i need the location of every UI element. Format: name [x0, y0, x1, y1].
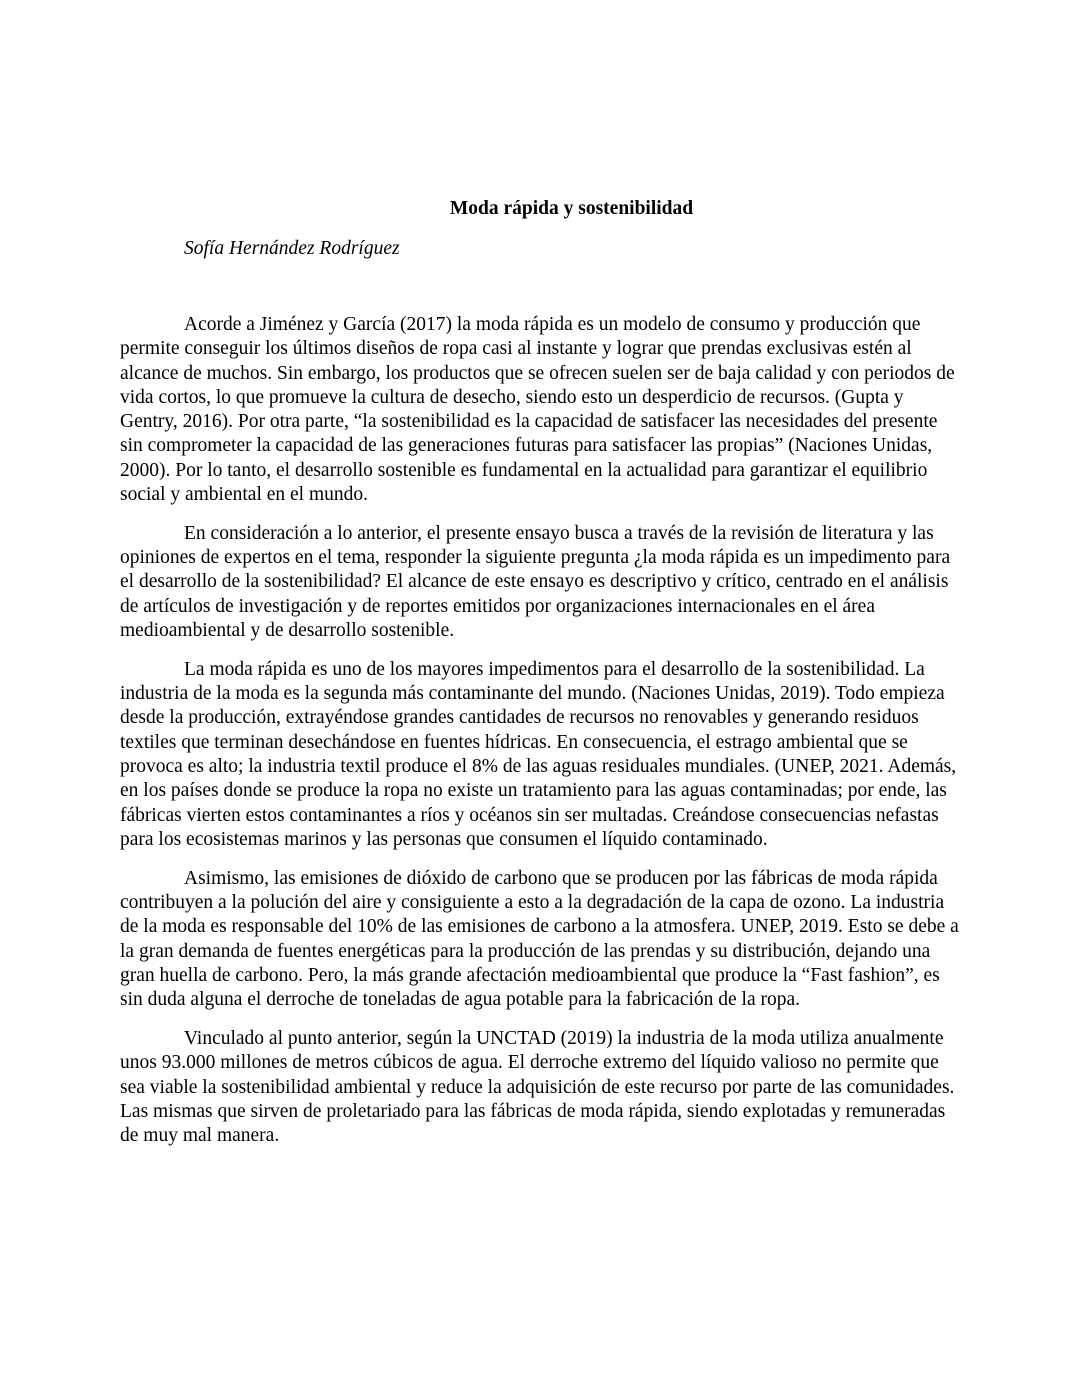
paragraph-2: En consideración a lo anterior, el presente ensayo busca a través de la revisión de literatura y las opiniones de expertos en el tema, responder la siguiente pregunta ¿la moda rápida es un impedimento para el desarrollo de la sostenibilidad? El alcance de este ensayo es descriptivo y crítico, centrado en el análisis de artículos de investigación y de reportes emitidos por organizaciones internacionales en el área medioambiental y de desarrollo sostenible.: [120, 522, 951, 642]
paragraph-4: Asimismo, las emisiones de dióxido de carbono que se producen por las fábricas de moda rápida contribuyen a la polución del aire y consiguiente a esto a la degradación de la capa de ozono. La industria de la moda es responsable del 10% de las emisiones de carbono a la atmosfera. UNEP, 2019. Esto se debe a la gran demanda de fuentes energéticas para la producción de las prendas y su distribución, dejando una gran huella de carbono. Pero, la más grande afectación medioambiental que produce la “Fast fashion”, es sin duda alguna el derroche de toneladas de agua potable para la fabricación de la ropa.: [120, 867, 959, 1011]
document-body: [120, 313, 965, 1163]
author-name: Sofía Hernández Rodríguez: [184, 238, 400, 259]
paragraph-5: Vinculado al punto anterior, según la UNCTAD (2019) la industria de la moda utiliza anualmente unos 93.000 millones de metros cúbicos de agua. El derroche extremo del líquido valioso no permite que sea viable la sostenibilidad ambiental y reduce la adquisición de este recurso por parte de las comunidades. Las mismas que sirven de proletariado para las fábricas de moda rápida, siendo explotadas y remuneradas de muy mal manera.: [120, 1028, 955, 1147]
paragraph-3: La moda rápida es uno de los mayores impedimentos para el desarrollo de la sostenibilidad. La industria de la moda es la segunda más contaminante del mundo. (Naciones Unidas, 2019). Todo empieza desde la producción, extrayéndose grandes cantidades de recursos no renovables y generando residuos textiles que terminan desechándose en fuentes hídricas. En consecuencia, el estrago ambiental que se provoca es alto; la industria textil produce el 8% de las aguas residuales mundiales. (UNEP, 2021. Además, en los países donde se produce la ropa no existe un tratamiento para las aguas contaminadas; por ende, las fábricas vierten estos contaminantes a ríos y océanos sin ser multadas. Creándose consecuencias nefastas para los ecosistemas marinos y las personas que consumen el líquido contaminado.: [120, 658, 957, 850]
paragraph-1: Acorde a Jiménez y García (2017) la moda rápida es un modelo de consumo y producción que permite conseguir los últimos diseños de ropa casi al instante y lograr que prendas exclusivas estén al alcance de muchos. Sin embargo, los productos que se ofrecen suelen ser de baja calidad y con periodos de vida cortos, lo que promueve la cultura de desecho, siendo esto un desperdicio de recursos. (Gupta y Gentry, 2016). Por otra parte, “la sostenibilidad es la capacidad de satisfacer las necesidades del presente sin comprometer la capacidad de las generaciones futuras para satisfacer las propias” (Naciones Unidas, 2000). Por lo tanto, el desarrollo sostenible es fundamental en la actualidad para garantizar el equilibrio social y ambiental en el mundo.: [120, 314, 955, 506]
document-title: Moda rápida y sostenibilidad: [449, 198, 694, 219]
